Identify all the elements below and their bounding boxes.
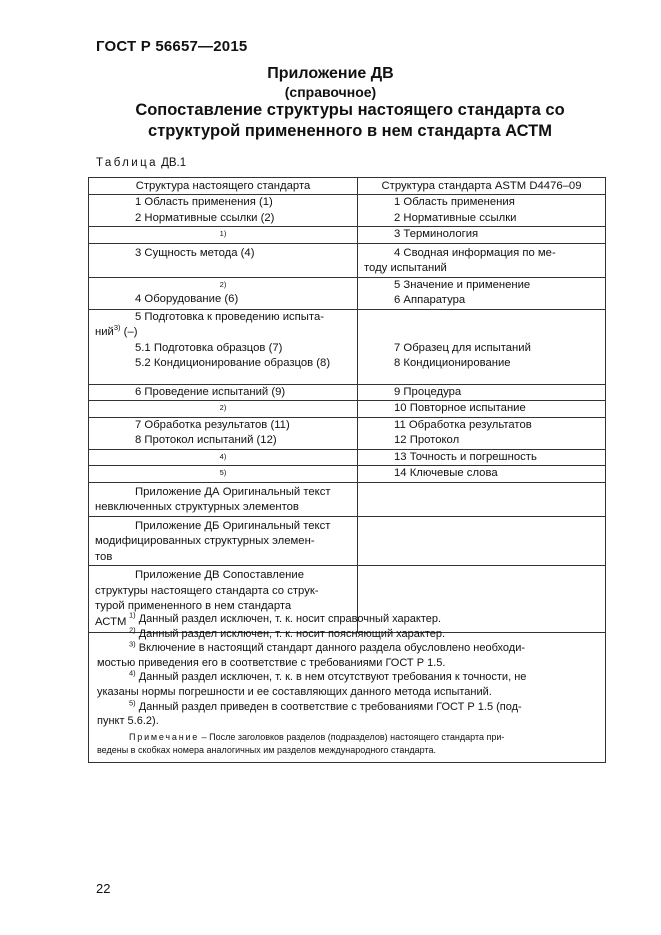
cell-left: [89, 309, 358, 384]
footnote-text: Включение в настоящий стандарт данного раздела обусловлено необходи-: [138, 642, 526, 655]
cell-right: [358, 449, 606, 466]
cell-text: 8 Протокол испытаний (12): [135, 434, 277, 446]
footnote-ref: 3): [129, 639, 136, 649]
footnote-text: Данный раздел приведен в соответствие с требованиями ГОСТ Р 1.5 (под-: [138, 700, 522, 713]
cell-left: [89, 482, 358, 516]
footnote: [89, 624, 605, 642]
cell-text: структуры настоящего стандарта со струк-: [95, 584, 319, 597]
footnote: [89, 670, 605, 685]
table-row: [89, 384, 606, 401]
cell-text: 7 Образец для испытаний: [394, 341, 531, 354]
footnote-ref: 2): [219, 403, 227, 412]
cell-text: 1 Область применения: [394, 196, 515, 208]
table-note: [89, 731, 605, 744]
appendix-subtitle: (справочное): [284, 84, 377, 100]
cell-left: [89, 227, 358, 244]
table-row: [89, 516, 606, 566]
cell-left: [89, 243, 358, 277]
cell-text: 3 Сущность метода (4): [135, 246, 255, 259]
footnote-ref: 5): [219, 468, 227, 477]
cell-text: невключенных структурных элементов: [95, 501, 299, 513]
footnote-ref: 4): [129, 668, 136, 678]
table-row: [89, 401, 606, 418]
cell-right: [358, 466, 606, 483]
footnote: [89, 612, 605, 627]
footnote-ref: 3): [113, 323, 121, 333]
cell-text: 11 Обработка результатов: [394, 418, 532, 431]
footnote-text: Данный раздел исключен, т. к. в нем отсутствуют требования к точности, не: [138, 671, 527, 684]
table-caption-number: ДВ.1: [161, 157, 187, 169]
cell-text: 14 Ключевые слова: [394, 467, 498, 479]
cell-left: [89, 516, 358, 566]
appendix-heading: [100, 100, 600, 142]
cell-text: 9 Процедура: [394, 385, 462, 398]
cell-right: [358, 516, 606, 566]
table-row: [89, 466, 606, 483]
footnote-ref: 1): [219, 229, 227, 238]
cell-left: [89, 384, 358, 401]
table-row: [89, 449, 606, 466]
column-header-right: Структура стандарта ASTM D4476–09: [358, 178, 606, 195]
table-row: [89, 482, 606, 516]
cell-text: 6 Проведение испытаний (9): [135, 385, 286, 398]
cell-text: Приложение ДВ Сопоставление: [135, 569, 304, 581]
footnote-text: Данный раздел исключен, т. к. носит поясняющий характер.: [138, 627, 446, 640]
cell-right: [358, 277, 606, 309]
table-row: [89, 277, 606, 309]
cell-right: [358, 384, 606, 401]
cell-text: 4 Сводная информация по ме-: [394, 246, 556, 259]
footnote-text: Данный раздел исключен, т. к. носит справочный характер.: [138, 613, 442, 625]
cell-right: [358, 195, 606, 227]
footnotes-block: [88, 607, 606, 763]
table-note: ведены в скобках номера аналогичных им разделов международного стандарта.: [97, 744, 436, 755]
table-caption-word: Таблица: [96, 157, 158, 169]
cell-text: 5.1 Подготовка образцов (7): [135, 341, 283, 354]
footnote-ref: 2): [219, 279, 227, 289]
table-row: [89, 243, 606, 277]
cell-text: 6 Аппаратура: [394, 294, 466, 306]
cell-text: 7 Обработка результатов (11): [135, 418, 290, 431]
table-row: [89, 227, 606, 244]
cell-right: [358, 401, 606, 418]
table-row: [89, 417, 606, 449]
cell-text: 13 Точность и погрешность: [394, 450, 537, 463]
footnote-ref: 2): [129, 624, 136, 634]
cell-text: 5 Значение и применение: [394, 278, 531, 291]
footnote-ref: 4): [219, 451, 227, 461]
footnote: мостью приведения его в соответствие с требованиями ГОСТ Р 1.5.: [97, 656, 446, 669]
cell-left: [89, 466, 358, 483]
cell-text: 5.2 Кондиционирование образцов (8): [135, 357, 331, 369]
cell-text: АСТМ: [95, 615, 127, 628]
cell-left: [89, 417, 358, 449]
cell-text-part: ний: [95, 326, 114, 338]
cell-right: [358, 482, 606, 516]
note-text: – После заголовков разделов (подразделов) настоящего стандарта при-: [199, 731, 505, 742]
cell-text: Приложение ДБ Оригинальный текст: [135, 519, 331, 532]
cell-left: [89, 195, 358, 227]
table-row: [89, 195, 606, 227]
footnote-ref: 5): [129, 697, 136, 707]
cell-text: модифицированных структурных элемен-: [95, 535, 315, 547]
heading-line: Сопоставление структуры настоящего стандарта со: [135, 101, 565, 119]
document-header: ГОСТ Р 56657—2015: [96, 38, 248, 55]
table-row: [89, 309, 606, 384]
cell-text: 2 Нормативные ссылки (2): [135, 211, 275, 224]
cell-text: 12 Протокол: [394, 434, 460, 446]
comparison-table: [88, 177, 606, 633]
footnote: [89, 697, 605, 715]
cell-text: 4 Оборудование (6): [135, 292, 239, 305]
spacer: [364, 310, 599, 341]
cell-right: [358, 243, 606, 277]
table-header-row: [89, 178, 606, 195]
footnote: указаны нормы погрешности и ее составляющих данного метода испытаний.: [97, 685, 492, 698]
cell-text: 10 Повторное испытание: [394, 402, 526, 414]
cell-text: 3 Терминология: [394, 228, 479, 240]
appendix-title: Приложение ДВ: [267, 65, 394, 82]
cell-left: [89, 449, 358, 466]
footnote-ref: 1): [129, 610, 136, 620]
heading-line: структурой примененного в нем стандарта АСТМ: [148, 122, 552, 140]
footnote: [89, 641, 605, 656]
cell-right: [358, 309, 606, 384]
cell-text: турой примененного в нем стандарта: [95, 600, 292, 612]
footnote: пункт 5.6.2).: [97, 715, 159, 728]
cell-right: [358, 417, 606, 449]
note-label: Примечание: [129, 731, 200, 742]
cell-text: 5 Подготовка к проведению испыта-: [135, 310, 325, 323]
cell-left: [89, 401, 358, 418]
cell-text: 1 Область применения (1): [135, 196, 273, 208]
column-header-left: Структура настоящего стандарта: [89, 178, 358, 195]
page-number: 22: [96, 881, 111, 896]
cell-text: [95, 323, 138, 338]
cell-text: тоду испытаний: [364, 262, 447, 274]
table-caption: [96, 157, 186, 169]
cell-text-part: (–): [120, 326, 138, 338]
cell-text: 2 Нормативные ссылки: [394, 211, 517, 224]
cell-left: [89, 277, 358, 309]
cell-text: тов: [95, 550, 113, 563]
cell-text: 8 Кондиционирование: [394, 357, 511, 369]
cell-right: [358, 227, 606, 244]
cell-text: Приложение ДА Оригинальный текст: [135, 485, 331, 498]
